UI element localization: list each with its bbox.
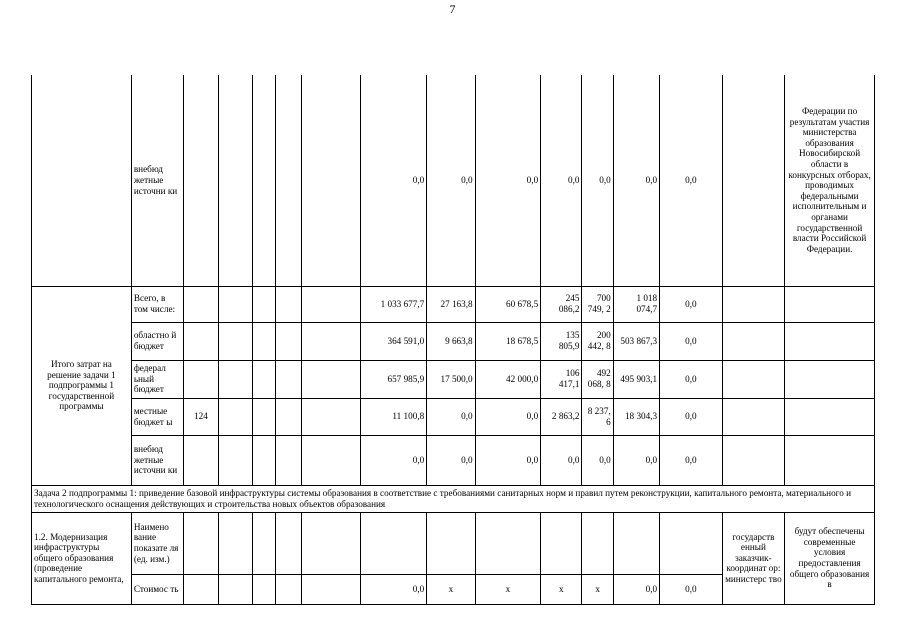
value-cell: 9 663,8 bbox=[427, 322, 475, 360]
task2-row bbox=[32, 485, 875, 512]
source-label: внебюд жетные источни ки bbox=[131, 435, 183, 485]
value-cell: 0,0 bbox=[660, 286, 723, 322]
program-cost-table bbox=[31, 75, 875, 605]
value-cell: 0,0 bbox=[360, 574, 427, 604]
indicator-cell bbox=[184, 435, 218, 485]
value-cell: 0,0 bbox=[660, 75, 723, 286]
value-cell: х bbox=[541, 574, 582, 604]
value-cell: 657 985,9 bbox=[360, 360, 427, 398]
regional-budget-row bbox=[32, 322, 875, 360]
value-cell: 0,0 bbox=[660, 574, 723, 604]
item-1-2-title: 1.2. Модернизация инфраструктуры общего образования (проведение капитального ремонта, bbox=[32, 512, 132, 604]
indicator-label: Наимено вание показате ля (ед. изм.) bbox=[131, 512, 183, 574]
indicator-cell bbox=[184, 322, 218, 360]
value-cell: 0,0 bbox=[360, 75, 427, 286]
value-cell: 135 805,9 bbox=[541, 322, 582, 360]
indicator-cell: 124 bbox=[184, 398, 218, 435]
value-cell: 17 500,0 bbox=[427, 360, 475, 398]
value-cell: 0,0 bbox=[613, 75, 659, 286]
source-label: внебюд жетные источни ки bbox=[131, 75, 183, 286]
value-cell: 503 867,3 bbox=[613, 322, 659, 360]
source-label: федерал ьный бюджет bbox=[131, 360, 183, 398]
value-cell: 27 163,8 bbox=[427, 286, 475, 322]
value-cell: 18 304,3 bbox=[613, 398, 659, 435]
value-cell: 1 033 677,7 bbox=[360, 286, 427, 322]
value-cell: 11 100,8 bbox=[360, 398, 427, 435]
value-cell: 0,0 bbox=[427, 75, 475, 286]
value-cell: 18 678,5 bbox=[475, 322, 541, 360]
value-cell: 0,0 bbox=[660, 398, 723, 435]
total-row bbox=[32, 286, 875, 322]
value-cell: 0,0 bbox=[660, 360, 723, 398]
expected-result-cell: будут обеспечены современные условия предоставления общего образования в bbox=[785, 512, 875, 604]
value-cell: 200 442, 8 bbox=[582, 322, 613, 360]
value-cell: 42 000,0 bbox=[475, 360, 541, 398]
value-cell: 2 863,2 bbox=[541, 398, 582, 435]
value-cell: 700 749, 2 bbox=[582, 286, 613, 322]
page-number: 7 bbox=[449, 2, 456, 16]
value-cell: 0,0 bbox=[613, 435, 659, 485]
value-cell: 0,0 bbox=[582, 435, 613, 485]
value-cell: 0,0 bbox=[475, 435, 541, 485]
total-title: Итого затрат на решение задачи 1 подпрограммы 1 государственной программы bbox=[32, 286, 132, 485]
result-note: Федерации по результатам участия министерства образования Новосибирской области в конкурсных отборах, проводимых федеральными исполнительным и органами государственной власти Российской Федерации. bbox=[785, 75, 875, 286]
offbudget-continuation-row bbox=[32, 75, 875, 286]
federal-budget-row bbox=[32, 360, 875, 398]
value-cell: 364 591,0 bbox=[360, 322, 427, 360]
source-label: областно й бюджет bbox=[131, 322, 183, 360]
value-cell: 0,0 bbox=[475, 75, 541, 286]
value-cell: 0,0 bbox=[427, 398, 475, 435]
indicator-cell bbox=[184, 360, 218, 398]
empty-cell bbox=[32, 75, 132, 286]
value-cell: 0,0 bbox=[360, 435, 427, 485]
local-budget-row bbox=[32, 398, 875, 435]
value-cell: 0,0 bbox=[541, 75, 582, 286]
value-cell: 106 417,1 bbox=[541, 360, 582, 398]
value-cell: х bbox=[475, 574, 541, 604]
executor-cell: государств енный заказчик-координат ор: министерс тво bbox=[722, 512, 785, 604]
value-cell: 0,0 bbox=[613, 574, 659, 604]
task2-heading: Задача 2 подпрограммы 1: приведение базовой инфраструктуры системы образования в соответствие с требованиями санитарных норм и правил путем реконструкции, капитального ремонта, материального и технологического оснащения действующих и строительства новых объектов образования bbox=[32, 485, 875, 512]
value-cell: 1 018 074,7 bbox=[613, 286, 659, 322]
value-cell: 0,0 bbox=[582, 75, 613, 286]
value-cell: 0,0 bbox=[541, 435, 582, 485]
value-cell: 0,0 bbox=[660, 435, 723, 485]
value-cell: 0,0 bbox=[475, 398, 541, 435]
value-cell: 8 237, 6 bbox=[582, 398, 613, 435]
value-cell: 492 068, 8 bbox=[582, 360, 613, 398]
value-cell: 0,0 bbox=[660, 322, 723, 360]
indicator-cell bbox=[184, 286, 218, 322]
cost-label: Стоимос ть bbox=[131, 574, 183, 604]
offbudget-row bbox=[32, 435, 875, 485]
value-cell: 60 678,5 bbox=[475, 286, 541, 322]
value-cell: 495 903,1 bbox=[613, 360, 659, 398]
source-label: местные бюджет ы bbox=[131, 398, 183, 435]
item-1-2-indicator-row bbox=[32, 512, 875, 574]
value-cell: х bbox=[427, 574, 475, 604]
source-label: Всего, в том числе: bbox=[131, 286, 183, 322]
value-cell: х bbox=[582, 574, 613, 604]
value-cell: 0,0 bbox=[427, 435, 475, 485]
value-cell: 245 086,2 bbox=[541, 286, 582, 322]
